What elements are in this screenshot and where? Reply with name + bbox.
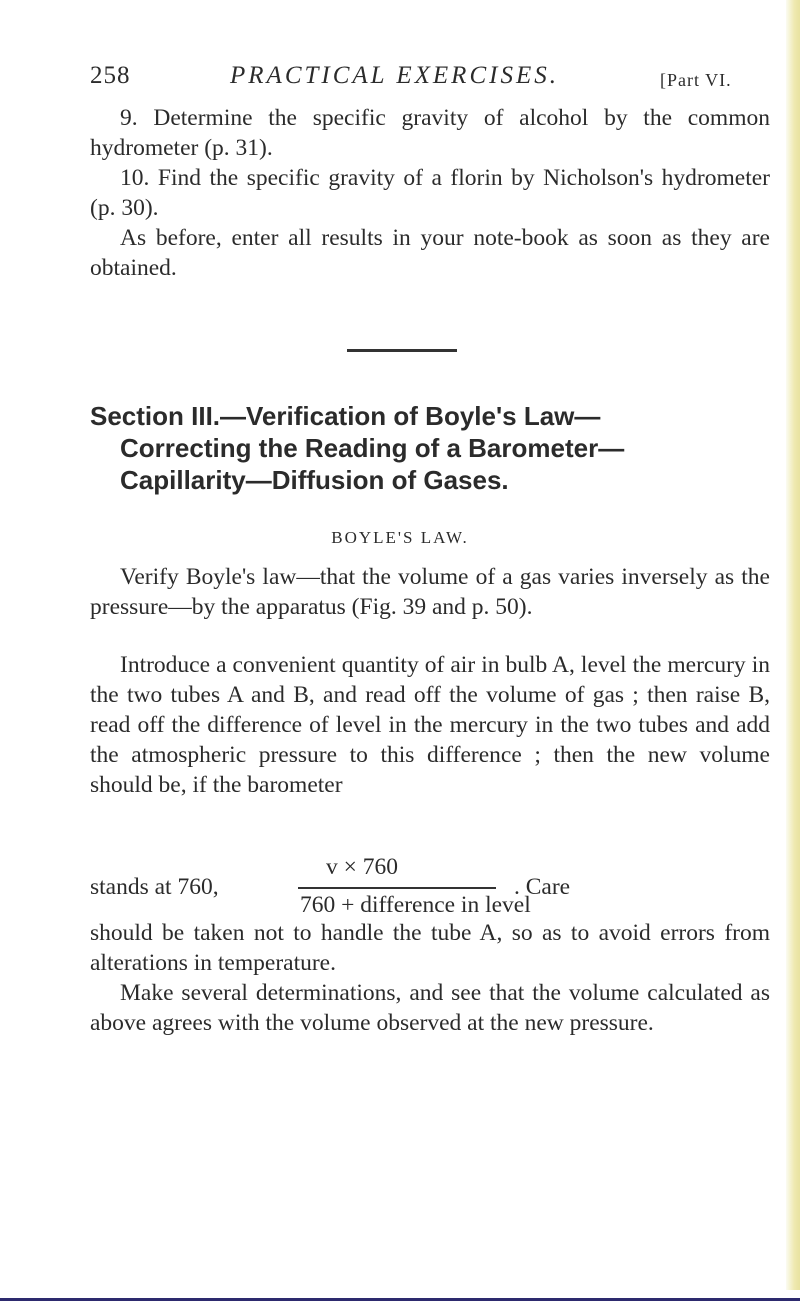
page-number: 258 — [90, 62, 131, 89]
formula-denominator: 760 + difference in level — [300, 892, 531, 918]
exercise-item-10: 10. Find the specific gravity of a florin by Nicholson's hydrometer (p. 30). — [90, 165, 770, 221]
part-label: [Part VI. — [660, 70, 732, 90]
fraction-bar — [298, 887, 496, 889]
section-heading — [90, 400, 780, 496]
bottom-border — [0, 1298, 800, 1301]
section-heading-line-3: Capillarity—Diffusion of Gases. — [120, 465, 509, 495]
procedure-paragraph: Introduce a convenient quantity of air in bulb A, level the mercury in the two tubes A and B, and read off the volume of gas ; then raise B, read off the difference of level in the mercury in the two tubes and add the atmospheric pressure to this difference ; then the new volume should be, if the barometer — [90, 652, 770, 798]
formula-suffix: . Care — [514, 874, 571, 900]
determinations-paragraph: Make several determinations, and see that the volume calculated as above agrees with the volume observed at the new pressure. — [90, 980, 770, 1036]
running-title: PRACTICAL EXERCISES. — [230, 62, 559, 89]
verify-paragraph: Verify Boyle's law—that the volume of a gas varies inversely as the pressure—by the apparatus (Fig. 39 and p. 50). — [90, 564, 770, 620]
section-heading-line-1: Section III.—Verification of Boyle's Law— — [90, 401, 601, 431]
formula-numerator: v × 760 — [326, 854, 399, 880]
formula-line — [90, 854, 780, 924]
section-heading-line-2: Correcting the Reading of a Barometer— — [120, 433, 625, 463]
running-header — [90, 62, 780, 92]
exercise-item-9: 9. Determine the specific gravity of alcohol by the common hydrometer (p. 31). — [90, 105, 770, 161]
section-divider — [347, 349, 457, 352]
page-edge-shading — [786, 0, 800, 1290]
formula-prefix: stands at 760, — [90, 874, 219, 900]
subsection-title: BOYLE'S LAW. — [331, 528, 469, 547]
notebook-note: As before, enter all results in your note-book as soon as they are obtained. — [90, 225, 770, 281]
care-paragraph: should be taken not to handle the tube A, so as to avoid errors from alterations in temperature. — [90, 920, 770, 976]
